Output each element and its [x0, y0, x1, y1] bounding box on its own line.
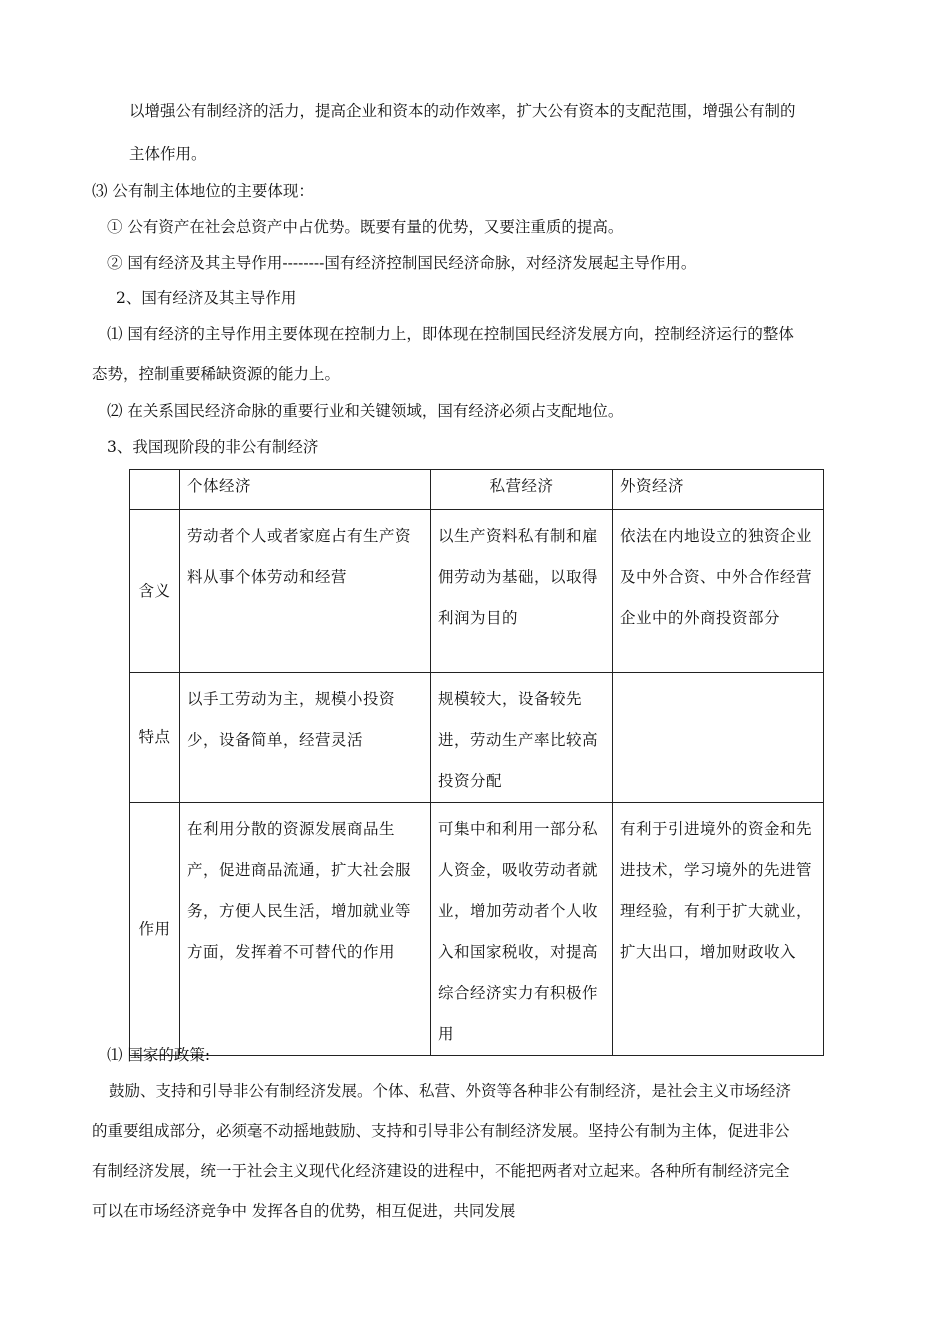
table-row: [130, 673, 824, 803]
paragraph-line: 鼓励、支持和引导非公有制经济发展。个体、私营、外资等各种非公有制经济，是社会主义市场经济: [109, 1082, 792, 1100]
paragraph-line: 态势，控制重要稀缺资源的能力上。: [92, 365, 341, 383]
paragraph-line: ① 公有资产在社会总资产中占优势。既要有量的优势，又要注重质的提高。: [107, 218, 624, 236]
table-header-row: [130, 470, 824, 510]
economy-comparison-table: [129, 469, 824, 1056]
paragraph-line: ⑵ 在关系国民经济命脉的重要行业和关键领域，国有经济必须占支配地位。: [107, 402, 624, 420]
paragraph-line: ⑶ 公有制主体地位的主要体现：: [92, 182, 314, 200]
paragraph-line: 的重要组成部分，必须毫不动摇地鼓励、支持和引导非公有制经济发展。坚持公有制为主体，促进非公: [92, 1122, 790, 1140]
table-cell: 依法在内地设立的独资企业及中外合资、中外合作经营企业中的外商投资部分: [613, 510, 824, 673]
table-cell: 可集中和利用一部分私人资金，吸收劳动者就业，增加劳动者个人收入和国家税收，对提高综合经济实力有积极作用: [431, 803, 613, 1056]
paragraph-line: 以增强公有制经济的活力，提高企业和资本的动作效率，扩大公有资本的支配范围，增强公有制的: [129, 102, 796, 120]
section-heading: 3、我国现阶段的非公有制经济: [107, 438, 319, 456]
paragraph-line: 有制经济发展，统一于社会主义现代化经济建设的进程中，不能把两者对立起来。各种所有制经济完全: [92, 1162, 790, 1180]
paragraph-line: 主体作用。: [129, 145, 207, 163]
table-cell: 劳动者个人或者家庭占有生产资料从事个体劳动和经营: [180, 510, 431, 673]
policy-title: ⑴ 国家的政策:: [107, 1046, 211, 1064]
row-label: 特点: [130, 673, 180, 803]
table-row: [130, 510, 824, 673]
paragraph-line: ② 国有经济及其主导作用--------国有经济控制国民经济命脉，对经济发展起主导作用。: [107, 254, 697, 272]
row-label: 含义: [130, 510, 180, 673]
table-header-cell: 私营经济: [431, 470, 613, 510]
section-heading: 2、国有经济及其主导作用: [116, 289, 297, 307]
paragraph-line: ⑴ 国有经济的主导作用主要体现在控制力上，即体现在控制国民经济发展方向，控制经济运行的整体: [107, 325, 794, 343]
table-header-cell: [130, 470, 180, 510]
table-header-cell: 外资经济: [613, 470, 824, 510]
table-cell: [613, 673, 824, 803]
table-cell: 以手工劳动为主，规模小投资少，设备简单，经营灵活: [180, 673, 431, 803]
table-cell: 规模较大，设备较先进，劳动生产率比较高 投资分配: [431, 673, 613, 803]
row-label: 作用: [130, 803, 180, 1056]
table-header-cell: 个体经济: [180, 470, 431, 510]
table-row: [130, 803, 824, 1056]
paragraph-line: 可以在市场经济竞争中 发挥各自的优势，相互促进，共同发展: [92, 1202, 516, 1220]
table-cell: 在利用分散的资源发展商品生产，促进商品流通，扩大社会服务，方便人民生活，增加就业等方面，发挥着不可替代的作用: [180, 803, 431, 1056]
table-cell: 有利于引进境外的资金和先进技术，学习境外的先进管理经验，有利于扩大就业，扩大出口，增加财政收入: [613, 803, 824, 1056]
table-cell: 以生产资料私有制和雇佣劳动为基础，以取得利润为目的: [431, 510, 613, 673]
